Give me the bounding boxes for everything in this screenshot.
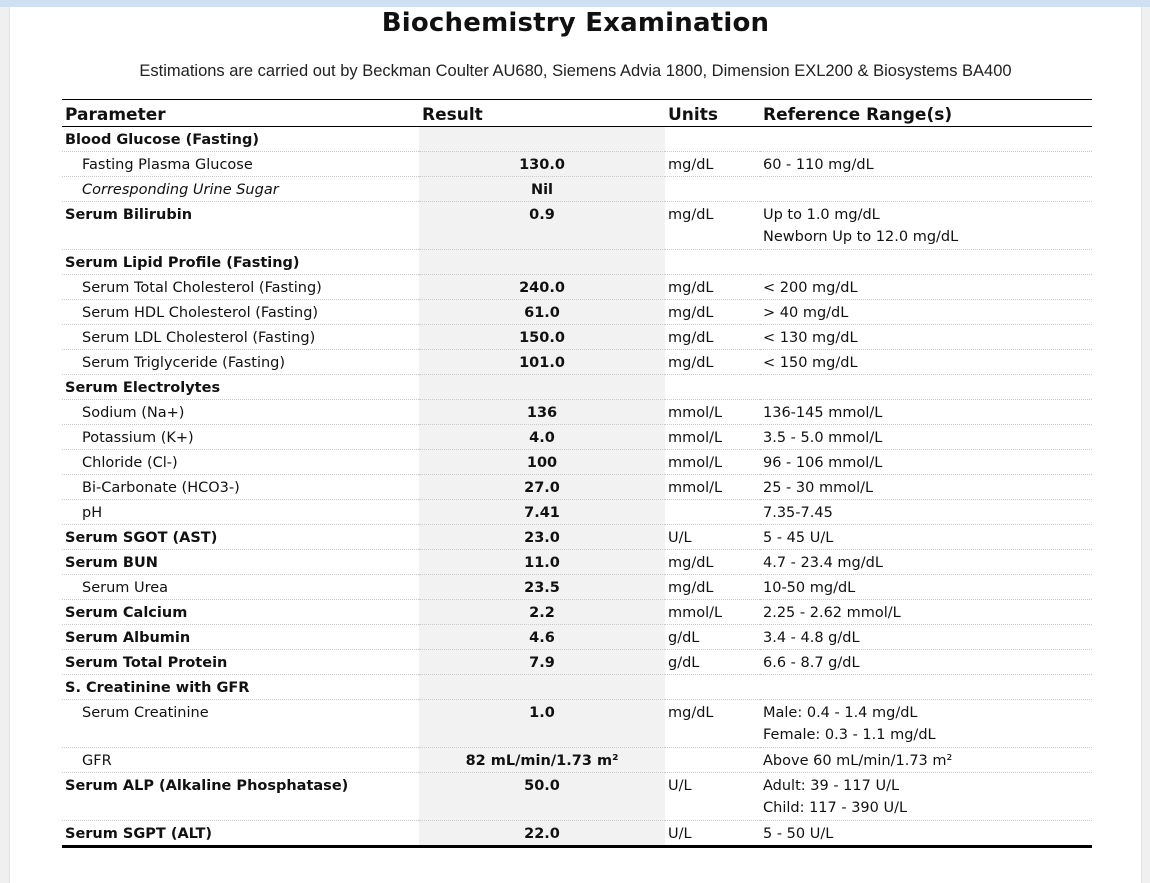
reference-cell [760,675,1092,700]
table-row [62,375,1092,400]
reference-cell: 96 - 106 mmol/L [760,450,1092,475]
units-cell: mg/dL [665,300,760,325]
result-cell: 4.0 [419,425,665,450]
units-cell [665,127,760,152]
units-cell [665,250,760,275]
parameter-cell: Serum LDL Cholesterol (Fasting) [62,325,419,350]
table-row [62,450,1092,475]
result-cell: 240.0 [419,275,665,300]
parameter-cell: Fasting Plasma Glucose [62,152,419,177]
results-table-wrap [62,99,1092,848]
units-cell [665,375,760,400]
result-cell: 0.9 [419,202,665,250]
result-cell: 101.0 [419,350,665,375]
report-title: Biochemistry Examination [381,8,770,38]
parameter-cell: Serum Electrolytes [62,375,419,400]
result-cell: 61.0 [419,300,665,325]
parameter-cell: Serum Albumin [62,625,419,650]
units-cell: g/dL [665,625,760,650]
units-cell: mmol/L [665,600,760,625]
reference-cell [760,127,1092,152]
units-cell: mg/dL [665,575,760,600]
result-cell: 11.0 [419,550,665,575]
parameter-cell: Chloride (Cl-) [62,450,419,475]
reference-cell: 3.4 - 4.8 g/dL [760,625,1092,650]
result-cell [419,127,665,152]
reference-cell: 6.6 - 8.7 g/dL [760,650,1092,675]
parameter-cell: Corresponding Urine Sugar [62,177,419,202]
reference-cell: 60 - 110 mg/dL [760,152,1092,177]
parameter-cell: Serum BUN [62,550,419,575]
reference-cell: 25 - 30 mmol/L [760,475,1092,500]
units-cell: mmol/L [665,400,760,425]
table-row [62,525,1092,550]
reference-cell: Above 60 mL/min/1.73 m² [760,748,1092,773]
parameter-cell: Serum SGOT (AST) [62,525,419,550]
units-cell: mg/dL [665,152,760,177]
result-cell: 22.0 [419,821,665,847]
reference-cell [760,375,1092,400]
parameter-cell: GFR [62,748,419,773]
reference-cell: 10-50 mg/dL [760,575,1092,600]
result-cell: 23.5 [419,575,665,600]
table-row [62,600,1092,625]
units-cell: mmol/L [665,475,760,500]
reference-cell: 7.35-7.45 [760,500,1092,525]
table-row [62,500,1092,525]
result-cell [419,250,665,275]
units-cell [665,748,760,773]
header-reference: Reference Range(s) [763,105,953,125]
units-cell: U/L [665,773,760,821]
units-cell: g/dL [665,650,760,675]
table-row [62,675,1092,700]
reference-cell: < 200 mg/dL [760,275,1092,300]
reference-cell: 4.7 - 23.4 mg/dL [760,550,1092,575]
table-row [62,773,1092,821]
reference-cell: 3.5 - 5.0 mmol/L [760,425,1092,450]
parameter-cell: Serum HDL Cholesterol (Fasting) [62,300,419,325]
header-parameter: Parameter [65,105,166,125]
units-cell: mg/dL [665,325,760,350]
header-result: Result [419,100,665,127]
result-cell: 23.0 [419,525,665,550]
parameter-cell: Serum Calcium [62,600,419,625]
result-cell [419,375,665,400]
parameter-cell: Serum Total Cholesterol (Fasting) [62,275,419,300]
parameter-cell: Blood Glucose (Fasting) [62,127,419,152]
table-row [62,250,1092,275]
units-cell: mg/dL [665,202,760,250]
reference-cell [760,177,1092,202]
result-cell: 82 mL/min/1.73 m² [419,748,665,773]
units-cell: mg/dL [665,550,760,575]
result-cell: 100 [419,450,665,475]
table-body [62,127,1092,847]
parameter-cell: Serum Urea [62,575,419,600]
table-row [62,700,1092,748]
parameter-cell: Bi-Carbonate (HCO3-) [62,475,419,500]
report-subtitle: Estimations are carried out by Beckman Coulter AU680, Siemens Advia 1800, Dimension EXL200 & Biosystems BA400 [139,62,1012,80]
table-row [62,350,1092,375]
parameter-cell: Serum SGPT (ALT) [62,821,419,847]
result-cell: 50.0 [419,773,665,821]
table-row [62,475,1092,500]
report-page [9,7,1142,883]
table-row [62,275,1092,300]
table-row [62,152,1092,177]
result-cell: 1.0 [419,700,665,748]
table-row [62,748,1092,773]
result-cell: 7.41 [419,500,665,525]
units-cell [665,500,760,525]
reference-cell: Male: 0.4 - 1.4 mg/dL Female: 0.3 - 1.1 mg/dL [760,700,1092,748]
header-units: Units [668,105,718,125]
result-cell: Nil [419,177,665,202]
parameter-cell: Sodium (Na+) [62,400,419,425]
units-cell: mg/dL [665,700,760,748]
result-cell: 7.9 [419,650,665,675]
result-cell: 150.0 [419,325,665,350]
table-row [62,127,1092,152]
units-cell: U/L [665,525,760,550]
units-cell: U/L [665,821,760,847]
reference-cell: 2.25 - 2.62 mmol/L [760,600,1092,625]
reference-cell: < 130 mg/dL [760,325,1092,350]
table-row [62,325,1092,350]
window-top-strip [0,0,1150,7]
units-cell: mmol/L [665,425,760,450]
table-row [62,300,1092,325]
reference-cell: Up to 1.0 mg/dL Newborn Up to 12.0 mg/dL [760,202,1092,250]
parameter-cell: pH [62,500,419,525]
reference-cell: 5 - 45 U/L [760,525,1092,550]
parameter-cell: Serum Triglyceride (Fasting) [62,350,419,375]
table-row [62,821,1092,847]
table-row [62,575,1092,600]
units-cell [665,675,760,700]
reference-cell: < 150 mg/dL [760,350,1092,375]
reference-cell [760,250,1092,275]
parameter-cell: Serum Lipid Profile (Fasting) [62,250,419,275]
parameter-cell: Serum ALP (Alkaline Phosphatase) [62,773,419,821]
reference-cell: Adult: 39 - 117 U/L Child: 117 - 390 U/L [760,773,1092,821]
parameter-cell: Potassium (K+) [62,425,419,450]
table-row [62,625,1092,650]
result-cell [419,675,665,700]
table-row [62,425,1092,450]
table-row [62,550,1092,575]
reference-cell: 136-145 mmol/L [760,400,1092,425]
results-table [62,99,1092,848]
units-cell: mmol/L [665,450,760,475]
table-row [62,177,1092,202]
units-cell [665,177,760,202]
units-cell: mg/dL [665,350,760,375]
result-cell: 2.2 [419,600,665,625]
result-cell: 27.0 [419,475,665,500]
result-cell: 130.0 [419,152,665,177]
table-row [62,202,1092,250]
parameter-cell: Serum Bilirubin [62,202,419,250]
parameter-cell: Serum Total Protein [62,650,419,675]
result-cell: 4.6 [419,625,665,650]
reference-cell: > 40 mg/dL [760,300,1092,325]
table-row [62,650,1092,675]
parameter-cell: S. Creatinine with GFR [62,675,419,700]
reference-cell: 5 - 50 U/L [760,821,1092,847]
table-header-row [62,100,1092,127]
parameter-cell: Serum Creatinine [62,700,419,748]
table-row [62,400,1092,425]
units-cell: mg/dL [665,275,760,300]
result-cell: 136 [419,400,665,425]
